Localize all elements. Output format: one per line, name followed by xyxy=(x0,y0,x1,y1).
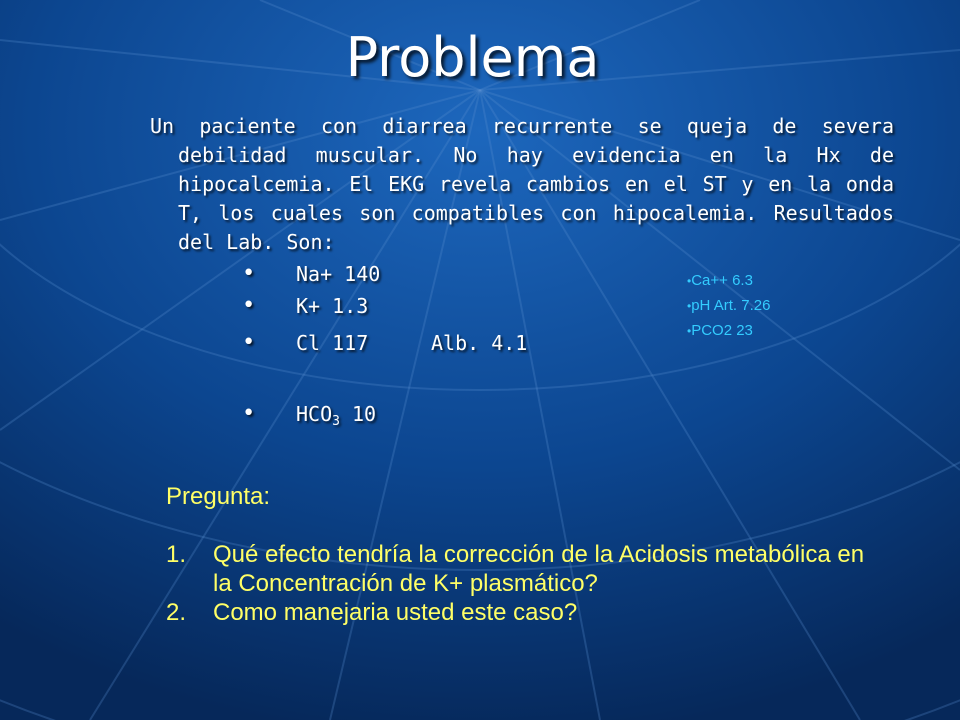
question-text: Como manejaria usted este caso? xyxy=(213,599,578,626)
question-block xyxy=(166,482,866,627)
question-text: Qué efecto tendría la corrección de la Acidosis metabólica en la Concentración de K+ plasmático? xyxy=(213,541,865,597)
side-lab-results xyxy=(687,270,797,345)
lab-value-albumin: Alb. 4.1 xyxy=(431,331,528,355)
question-number: 2. xyxy=(166,599,187,626)
side-lab-item: •PCO2 23 xyxy=(687,322,753,339)
problem-statement: Un paciente con diarrea recurrente se queja de severa debilidad muscular. No hay evidencia en la Hx de hipocalcemia. El EKG revela cambios en el ST y en la onda T, los cuales son compatibles con hipocalemia. Resultados del Lab. Son: xyxy=(150,114,894,254)
bullet-icon: • xyxy=(687,299,692,313)
bullet-icon: • xyxy=(242,261,256,286)
bullet-icon: • xyxy=(242,293,256,318)
question-item xyxy=(166,598,866,627)
slide-title: Problema xyxy=(345,26,600,89)
bullet-icon: • xyxy=(242,401,256,426)
question-number: 1. xyxy=(166,541,187,568)
bullet-icon: • xyxy=(687,274,692,288)
question-item xyxy=(166,540,866,598)
lab-value: Cl 117 xyxy=(296,331,369,355)
side-lab-item: •Ca++ 6.3 xyxy=(687,272,753,289)
bullet-icon: • xyxy=(242,330,256,355)
side-lab-item: •pH Art. 7.26 xyxy=(687,297,771,314)
question-list xyxy=(166,540,866,627)
bullet-icon: • xyxy=(687,324,692,338)
question-label: Pregunta: xyxy=(166,483,271,510)
lab-value: Na+ 140 xyxy=(296,262,381,286)
lab-value: K+ 1.3 xyxy=(296,294,369,318)
lab-value: $HCO_3$ 10 xyxy=(296,402,377,429)
